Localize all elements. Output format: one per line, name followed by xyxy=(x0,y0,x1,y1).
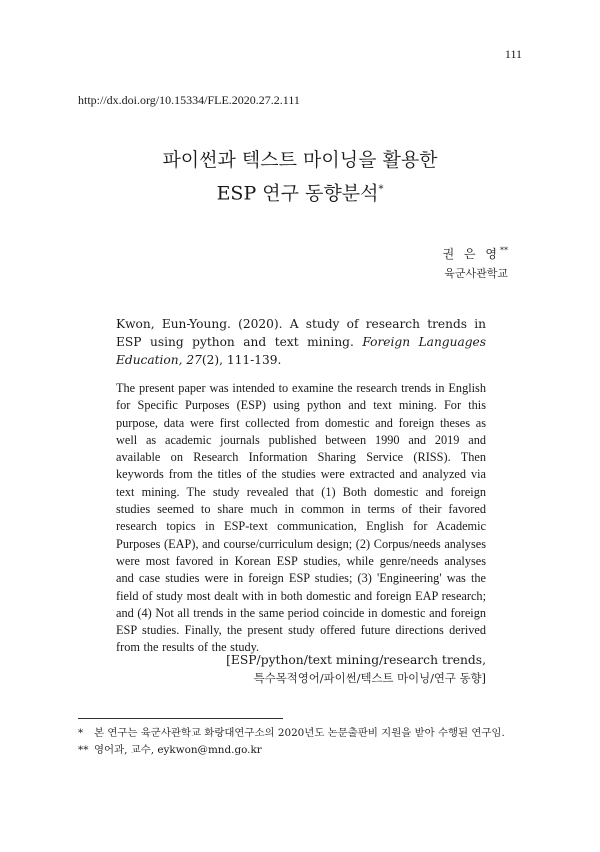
footnote-2 xyxy=(78,742,528,759)
author-name-line xyxy=(443,241,508,264)
author-block xyxy=(443,241,508,284)
footnote-2-mark: ** xyxy=(78,744,89,756)
title-line-1: 파이썬과 텍스트 마이닝을 활용한 xyxy=(162,149,438,171)
keywords xyxy=(226,651,486,687)
footnote-1-text: 본 연구는 육군사관학교 화랑대연구소의 2020년도 논문출판비 지원을 받아 수행된 연구임. xyxy=(94,727,505,739)
doi-link[interactable]: http://dx.doi.org/10.15334/FLE.2020.27.2.111 xyxy=(78,93,300,107)
title-line-2-text: ESP 연구 동향분석 xyxy=(216,182,379,205)
citation-prefix: Kwon, Eun-Young. (2020). A study of research trends in ESP using python and text mining. xyxy=(116,317,486,349)
keywords-line-2: 특수목적영어/파이썬/텍스트 마이닝/연구 동향] xyxy=(253,671,486,685)
author-footnote-mark: ** xyxy=(500,246,508,255)
footnote-2-text: 영어과, 교수, eykwon@mnd.go.kr xyxy=(94,744,262,756)
paper-title xyxy=(0,146,600,208)
footnotes xyxy=(78,725,528,759)
author-name: 권 은 영 xyxy=(442,247,500,261)
footnote-1-mark: * xyxy=(78,727,84,739)
footnote-divider xyxy=(78,718,283,719)
page-number: 111 xyxy=(504,47,522,61)
citation xyxy=(116,315,486,369)
title-footnote-mark: * xyxy=(378,184,384,195)
keywords-line-1: [ESP/python/text mining/research trends, xyxy=(226,653,486,667)
citation-journal: Foreign Languages Education, 27 xyxy=(116,335,486,367)
title-line-2 xyxy=(0,175,600,208)
author-affiliation: 육군사관학교 xyxy=(444,267,508,280)
footnote-1 xyxy=(78,725,528,742)
abstract: The present paper was intended to examine the research trends in English for Specific Purposes (ESP) using python and text mining. For this purpose, data were first collected from domestic and foreign theses as well as academic journals published between 1990 and 2019 and available on Research Information Sharing Service (RISS). Then keywords from the titles of the studies were extracted and analyzed via text mining. The study revealed that (1) Both domestic and foreign studies seemed to share much in common in terms of their favored research topics in ESP-text communication, English for Academic Purposes (EAP), and course/curriculum design; (2) Corpus/needs analyses were most favored in Korean ESP studies, while genre/needs analyses and case studies were in foreign ESP studies; (3) 'Engineering' was the field of study most dealt with in both domestic and foreign EAP research; and (4) Not all trends in the same period coincide in domestic and foreign ESP studies. Finally, the present study offered future directions derived from the results of the study. xyxy=(116,381,486,655)
citation-suffix: (2), 111-139. xyxy=(201,353,282,367)
